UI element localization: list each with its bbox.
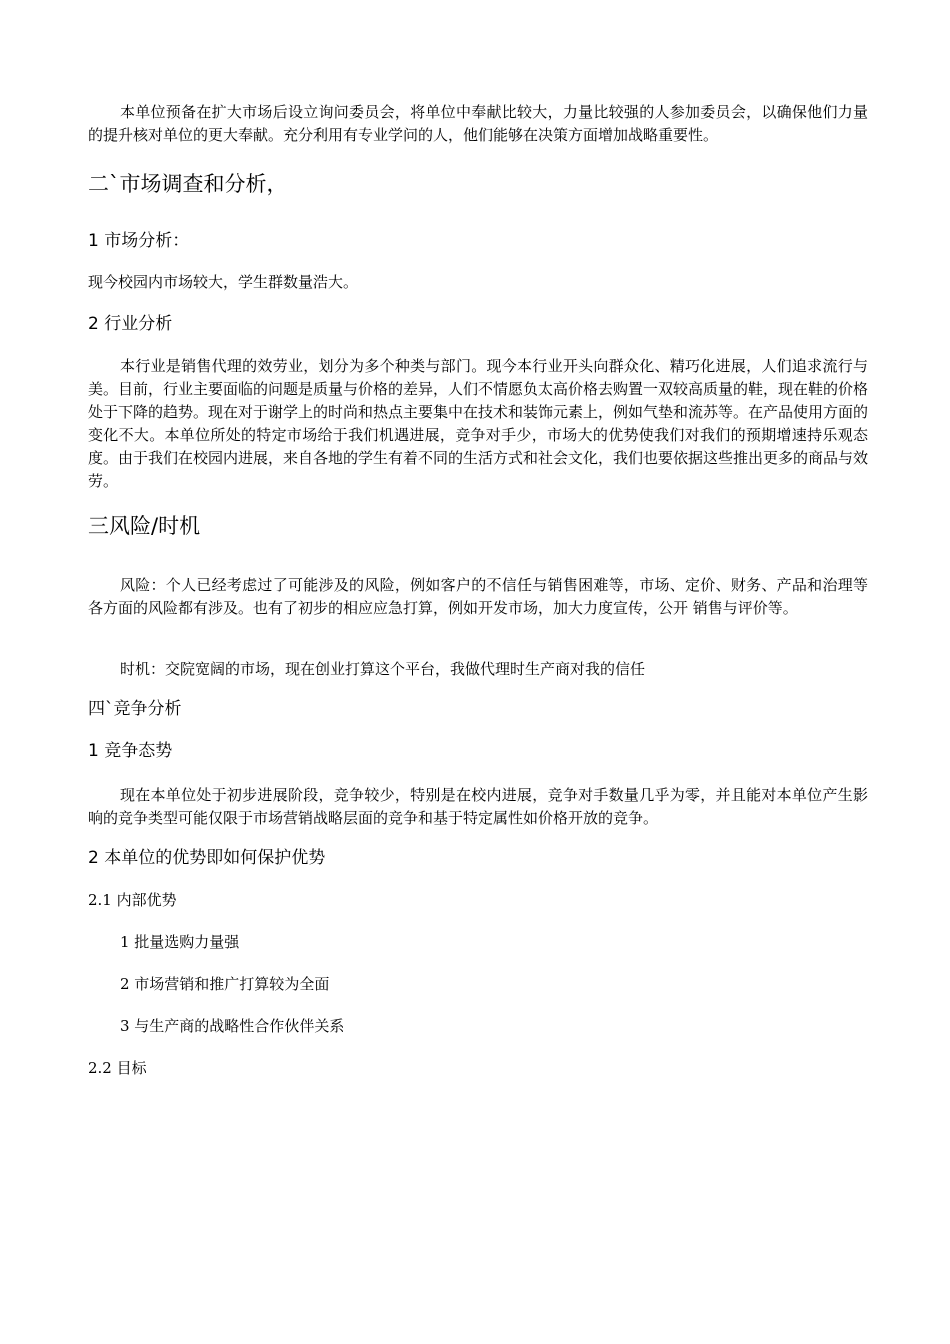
heading-competition-state: 1 竞争态势 xyxy=(88,741,173,761)
heading-risk-opportunity: 三风险/时机 xyxy=(88,514,201,538)
market-analysis-paragraph: 现今校园内市场较大，学生群数量浩大。 xyxy=(88,273,359,291)
industry-analysis-paragraph: 本行业是销售代理的效劳业，划分为多个种类与部门。现今本行业开头向群众化、精巧化进展，人们追求流行与美。目前，行业主要面临的问题是质量与价格的差异，人们不情愿负太高价格去购置一双较高质量的鞋，现在鞋的价格处于下降的趋势。现在对于谢学上的时尚和热点主要集中在技术和装饰元素上，例如气垫和流苏等。在产品使用方面的变化不大。本单位所处的特定市场给于我们机遇进展，竞争对手少，市场大的优势使我们对我们的预期增速持乐观态度。由于我们在校园内进展，来自各地的学生有着不同的生活方式和社会文化，我们也要依据这些推出更多的商品与效劳。 xyxy=(88,357,869,490)
heading-industry-analysis: 2 行业分析 xyxy=(88,314,173,334)
competition-state-paragraph: 现在本单位处于初步进展阶段，竞争较少，特别是在校内进展，竞争对手数量几乎为零，并且能对本单位产生影响的竞争类型可能仅限于市场营销战略层面的竞争和基于特定属性如价格开放的竞争。 xyxy=(88,786,868,827)
heading-competition-analysis: 四`竞争分析 xyxy=(88,699,182,719)
heading-goal: 2.2 目标 xyxy=(88,1059,147,1077)
list-item: 2 市场营销和推广打算较为全面 xyxy=(120,975,330,993)
intro-paragraph: 本单位预备在扩大市场后设立询问委员会，将单位中奉献比较大，力量比较强的人参加委员会，以确保他们力量的提升核对单位的更大奉献。充分利用有专业学问的人，他们能够在决策方面增加战略重要性。 xyxy=(88,103,868,144)
risk-paragraph: 风险：个人已经考虑过了可能涉及的风险，例如客户的不信任与销售困难等，市场、定价、财务、产品和治理等各方面的风险都有涉及。也有了初步的相应应急打算，例如开发市场，加大力度宣传，公开 销售与评价等。 xyxy=(88,576,868,617)
list-item: 1 批量选购力量强 xyxy=(120,933,240,951)
opportunity-paragraph: 时机：交院宽阔的市场，现在创业打算这个平台，我做代理时生产商对我的信任 xyxy=(120,660,646,678)
list-item: 3 与生产商的战略性合作伙伴关系 xyxy=(120,1017,345,1035)
heading-advantages: 2 本单位的优势即如何保护优势 xyxy=(88,848,326,868)
heading-market-analysis: 1 市场分析： xyxy=(88,231,190,251)
heading-internal-advantages: 2.1 内部优势 xyxy=(88,891,177,909)
heading-market-research: 二`市场调查和分析， xyxy=(88,172,288,196)
